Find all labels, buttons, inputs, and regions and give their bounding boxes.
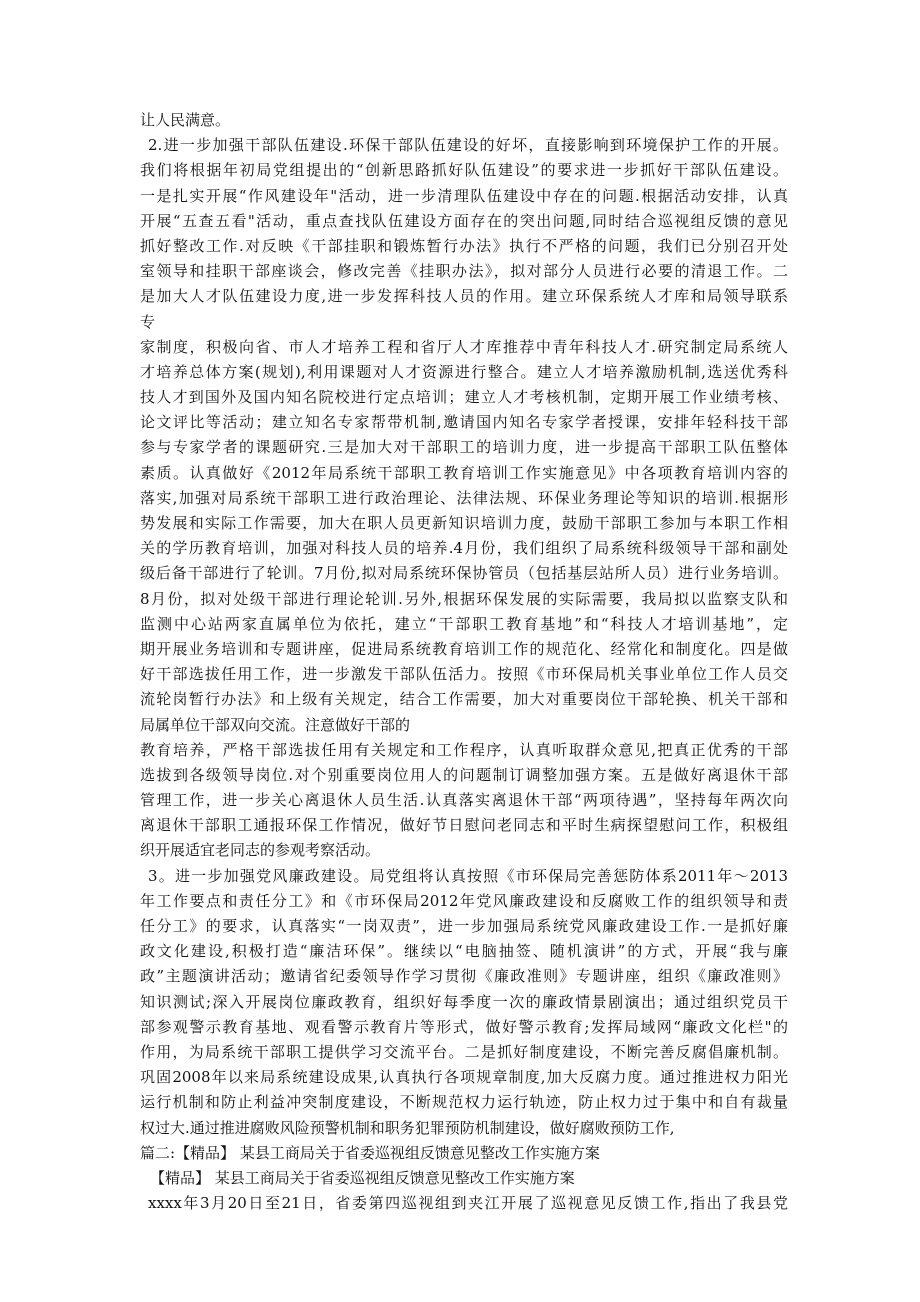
text-line: 教育培养，严格干部选拔任用有关规定和工作程序，认真听取群众意见,把真正优秀的干部 bbox=[140, 740, 788, 759]
text-line: 抓好整改工作.对反映《干部挂职和锻炼暂行办法》执行不严格的问题，我们已分别召开处 bbox=[140, 236, 788, 255]
text-line: 作用，为局系统干部职工提供学习交流平台。二是抓好制度建设，不断完善反腐倡廉机制。 bbox=[140, 1042, 788, 1061]
text-line: 级后备干部进行了轮训。7月份,拟对局系统环保协管员（包括基层站所人员）进行业务培训。 bbox=[140, 564, 788, 583]
article-subtitle-line: 【精品】 某县工商局关于省委巡视组反馈意见整改工作实施方案 bbox=[150, 1168, 575, 1187]
text-line: 才培养总体方案(规划),利用课题对人才资源进行整合。建立人才培养激励机制,选送优秀科 bbox=[140, 362, 788, 381]
section-heading-line: 2.进一步加强干部队伍建设.环保干部队伍建设的好坏，直接影响到环境保护工作的开展。 bbox=[148, 136, 788, 155]
text-line: 8月份，拟对处级干部进行理论轮训.另外,根据环保发展的实际需要，我局拟以监察支队和 bbox=[140, 589, 788, 608]
text-line: 期开展业务培训和专题讲座，促进局系统教育培训工作的规范化、经常化和制度化。四是做 bbox=[140, 639, 788, 658]
text-line: 是加大人才队伍建设力度,进一步发挥科技人员的作用。建立环保系统人才库和局领导联系 bbox=[140, 287, 788, 306]
text-line: 知识测试;深入开展岗位廉政教育，组织好每季度一次的廉政情景剧演出；通过组织党员干 bbox=[140, 992, 788, 1011]
text-line: 专 bbox=[140, 312, 156, 331]
text-line: 让人民满意。 bbox=[140, 111, 231, 129]
text-line: 我们将根据年初局党组提出的“创新思路抓好队伍建设”的要求进一步抓好干部队伍建设。 bbox=[140, 161, 788, 180]
text-line: xxxx年3月20日至21日，省委第四巡视组到夹江开展了巡视意见反馈工作,指出了我县党 bbox=[148, 1194, 788, 1213]
text-line: 关的学历教育培训，加强对科技人员的培养.4月份，我们组织了局系统科级领导干部和副处 bbox=[140, 539, 788, 558]
text-line: 技人才到国外及国内知名院校进行定点培训；建立人才考核机制，定期开展工作业绩考核、 bbox=[140, 388, 788, 407]
text-line: 流轮岗暂行办法》和上级有关规定，结合工作需要，加大对重要岗位干部轮换、机关干部和 bbox=[140, 690, 788, 709]
text-line: 管理工作，进一步关心离退休人员生活.认真落实离退休干部“两项待遇”，坚持每年两次向 bbox=[140, 791, 788, 810]
document-page bbox=[140, 108, 788, 1216]
text-line: 任分工》的要求，认真落实“一岗双责”，进一步加强局系统党风廉政建设工作.一是抓好廉 bbox=[140, 917, 788, 935]
text-line: 一是扎实开展“作风建设年"活动，进一步清理队伍建设中存在的问题.根据活动安排，认真 bbox=[140, 186, 788, 205]
text-line: 部参观警示教育基地、观看警示教育片等形式，做好警示教育;发挥局域网“廉政文化栏"的 bbox=[140, 1017, 788, 1036]
section-heading-line: 3。进一步加强党风廉政建设。局党组将认真按照《市环保局完善惩防体系2011年～2013 bbox=[148, 866, 788, 885]
text-line: 落实,加强对局系统干部职工进行政治理论、法律法规、环保业务理论等知识的培训.根据形 bbox=[140, 488, 788, 507]
text-line: 织开展适宜老同志的参观考察活动。 bbox=[140, 841, 381, 860]
text-line: 素质。认真做好《2012年局系统干部职工教育培训工作实施意见》中各项教育培训内容的 bbox=[140, 463, 788, 482]
text-line: 好干部选拔任用工作，进一步激发干部队伍活力。按照《市环保局机关事业单位工作人员交 bbox=[140, 665, 788, 684]
text-line: 运行机制和防止利益冲突制度建设，不断规范权力运行轨迹，防止权力过于集中和自有裁量 bbox=[140, 1093, 788, 1112]
text-line: 选拔到各级领导岗位.对个别重要岗位用人的问题制订调整加强方案。五是做好离退休干部 bbox=[140, 765, 788, 784]
text-line: 权过大.通过推进腐败风险预警机制和职务犯罪预防机制建设，做好腐败预防工作, bbox=[140, 1118, 675, 1137]
text-line: 年工作要点和责任分工》和《市环保局2012年党风廉政建设和反腐败工作的组织领导和责 bbox=[140, 891, 788, 910]
text-line: 政”主题演讲活动；邀请省纪委领导作学习贯彻《廉政准则》专题讲座，组织《廉政准则》 bbox=[140, 967, 788, 986]
text-line: 离退休干部职工通报环保工作情况，做好节日慰问老同志和平时生病探望慰问工作，积极组 bbox=[140, 816, 788, 835]
text-line: 势发展和实际工作需要，加大在职人员更新知识培训力度，鼓励干部职工参加与本职工作相 bbox=[140, 514, 788, 532]
text-line: 局属单位干部双向交流。注意做好干部的 bbox=[140, 715, 411, 734]
text-line: 家制度，积极向省、市人才培养工程和省厅人才库推荐中青年科技人才.研究制定局系统人 bbox=[140, 337, 788, 356]
text-line: 监测中心站两家直属单位为依托，建立“干部职工教育基地”和“科技人才培训基地”，定 bbox=[140, 614, 788, 633]
text-line: 室领导和挂职干部座谈会，修改完善《挂职办法》，拟对部分人员进行必要的清退工作。二 bbox=[140, 262, 788, 281]
text-line: 论文评比等活动；建立知名专家帮带机制,邀请国内知名专家学者授课，安排年轻科技干部 bbox=[140, 413, 788, 432]
text-line: 巩固2008年以来局系统建设成果,认真执行各项规章制度,加大反腐力度。通过推进权力阳光 bbox=[140, 1068, 788, 1087]
text-line: 政文化建设,积极打造“廉洁环保”。继续以“电脑抽签、随机演讲”的方式，开展“我与廉 bbox=[140, 942, 788, 961]
text-line: 开展“五查五看"活动，重点查找队伍建设方面存在的突出问题,同时结合巡视组反馈的意见 bbox=[140, 211, 788, 230]
text-line: 参与专家学者的课题研究.三是加大对干部职工的培训力度，进一步提高干部职工队伍整体 bbox=[140, 438, 788, 457]
article-title-line: 篇二:【精品】 某县工商局关于省委巡视组反馈意见整改工作实施方案 bbox=[140, 1143, 600, 1162]
